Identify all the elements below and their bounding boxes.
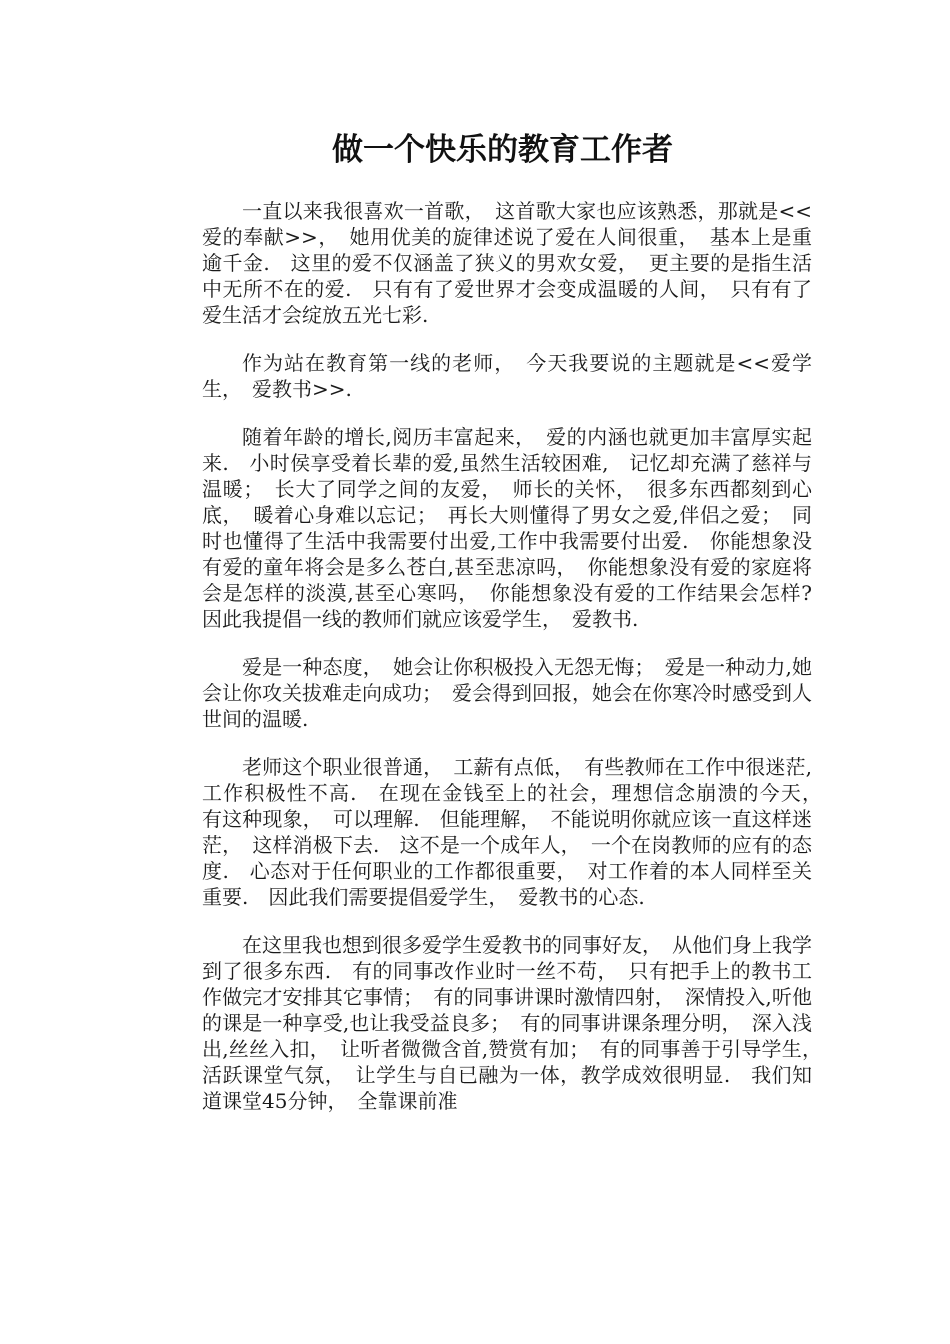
paragraph-1: 一直以来我很喜欢一首歌， 这首歌大家也应该熟悉，那就是<<爱的奉献>>， 她用优美的旋律述说了爱在人间很重， 基本上是重逾千金. 这里的爱不仅涵盖了狭义的男欢女爱， 更主要的是指生活中无所不在的爱. 只有有了爱世界才会变成温暖的人间， 只有有了爱生活才会绽放五光七彩. xyxy=(202,199,812,327)
document-title: 做一个快乐的教育工作者 xyxy=(332,132,673,168)
paragraph-2: 作为站在教育第一线的老师， 今天我要说的主题就是<<爱学生， 爱教书>>. xyxy=(202,351,812,401)
document-body xyxy=(202,198,832,1136)
paragraph-4: 爱是一种态度， 她会让你积极投入无怨无悔； 爱是一种动力,她会让你攻关拔难走向成功； 爱会得到回报，她会在你寒冷时感受到人世间的温暖. xyxy=(202,655,812,731)
paragraph-6: 在这里我也想到很多爱学生爱教书的同事好友， 从他们身上我学到了很多东西. 有的同事改作业时一丝不苟， 只有把手上的教书工作做完才安排其它事情； 有的同事讲课时激情四射， 深情投入,听他的课是一种享受,也让我受益良多； 有的同事讲课条理分明， 深入浅出,丝丝入扣， 让听者微微含首,赞赏有加； 有的同事善于引导学生， 活跃课堂气氛， 让学生与自已融为一体，教学成效很明显. 我们知道课堂45分钟， 全靠课前准 xyxy=(202,933,832,1113)
paragraph-3: 随着年龄的增长,阅历丰富起来， 爱的内涵也就更加丰富厚实起来. 小时侯享受着长辈的爱,虽然生活较困难, 记忆却充满了慈祥与温暖； 长大了同学之间的友爱， 师长的关怀， 很多东西都刻到心底， 暖着心身难以忘记； 再长大则懂得了男女之爱,伴侣之爱； 同时也懂得了生活中我需要付出爱,工作中我需要付出爱. 你能想象没有爱的童年将会是多么苍白,甚至悲凉吗， 你能想象没有爱的家庭将会是怎样的淡漠,甚至心寒吗， 你能想象没有爱的工作结果会怎样? 因此我提倡一线的教师们就应该爱学生， 爱教书. xyxy=(202,425,832,631)
paragraph-5: 老师这个职业很普通， 工薪有点低， 有些教师在工作中很迷茫,工作积极性不高. 在现在金钱至上的社会，理想信念崩溃的今天， 有这种现象， 可以理解. 但能理解， 不能说明你就应该一直这样迷茫， 这样消极下去. 这不是一个成年人， 一个在岗教师的应有的态度. 心态对于任何职业的工作都很重要， 对工作着的本人同样至关重要. 因此我们需要提倡爱学生， 爱教书的心态. xyxy=(202,755,832,909)
